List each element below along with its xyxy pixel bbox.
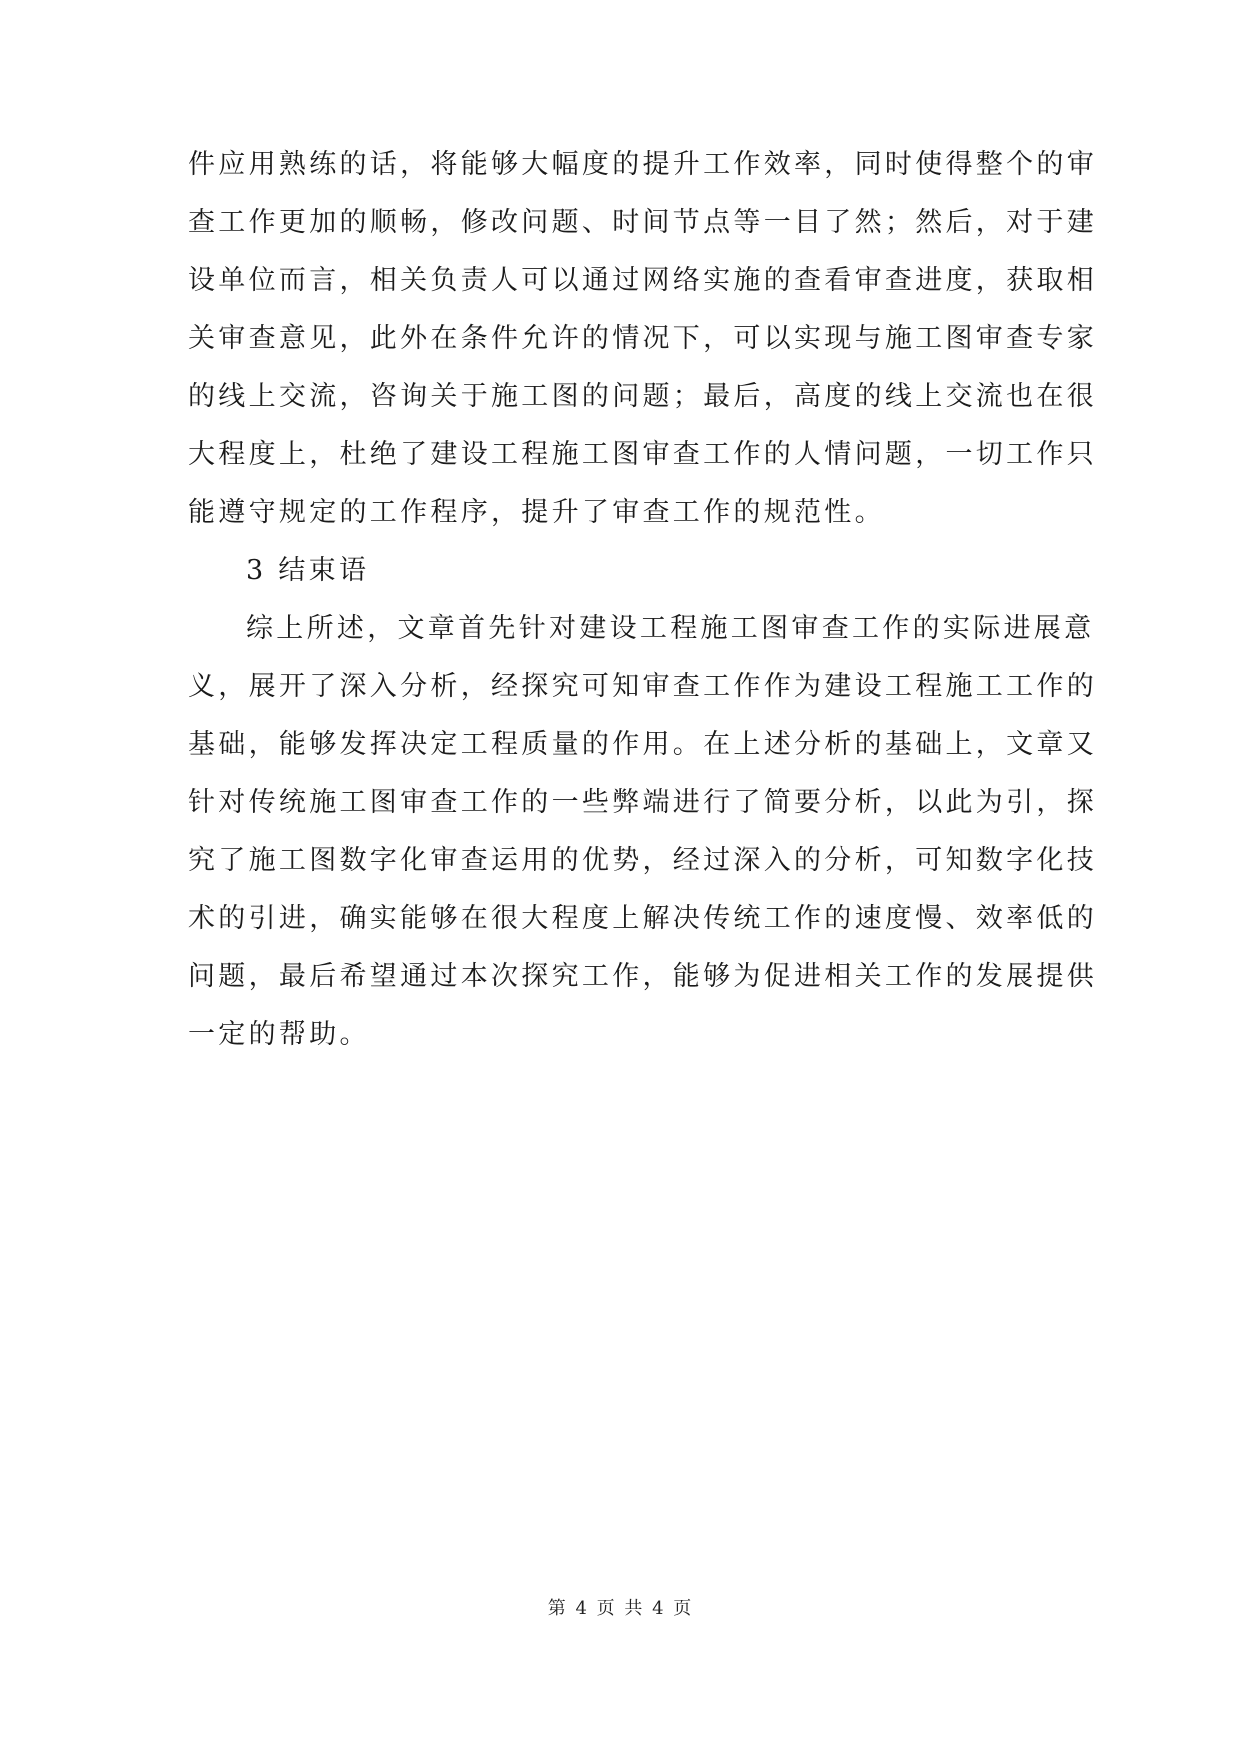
paragraph-line: 究了施工图数字化审查运用的优势，经过深入的分析，可知数字化技 <box>188 845 1097 876</box>
paragraph-line: 的线上交流，咨询关于施工图的问题；最后，高度的线上交流也在很 <box>188 381 1097 412</box>
paragraph-line: 综上所述，文章首先针对建设工程施工图审查工作的实际进展意 <box>246 613 1095 644</box>
paragraph-line: 一定的帮助。 <box>188 1019 370 1050</box>
section-heading: 3 结束语 <box>246 555 370 586</box>
paragraph-line: 关审查意见，此外在条件允许的情况下，可以实现与施工图审查专家 <box>188 323 1097 354</box>
paragraph-line: 大程度上，杜绝了建设工程施工图审查工作的人情问题，一切工作只 <box>188 439 1097 470</box>
paragraph-line: 义，展开了深入分析，经探究可知审查工作作为建设工程施工工作的 <box>188 671 1097 702</box>
paragraph-line: 针对传统施工图审查工作的一些弊端进行了简要分析，以此为引，探 <box>188 787 1097 818</box>
paragraph-line: 能遵守规定的工作程序，提升了审查工作的规范性。 <box>188 497 885 528</box>
paragraph-line: 查工作更加的顺畅，修改问题、时间节点等一目了然；然后，对于建 <box>188 207 1097 238</box>
page-footer: 第 4 页 共 4 页 <box>547 1598 694 1619</box>
paragraph-line: 基础，能够发挥决定工程质量的作用。在上述分析的基础上，文章又 <box>188 729 1097 760</box>
paragraph-line: 问题，最后希望通过本次探究工作，能够为促进相关工作的发展提供 <box>188 961 1097 992</box>
paragraph-line: 件应用熟练的话，将能够大幅度的提升工作效率，同时使得整个的审 <box>188 149 1097 180</box>
paragraph-line: 设单位而言，相关负责人可以通过网络实施的查看审查进度，获取相 <box>188 265 1097 296</box>
paragraph-line: 术的引进，确实能够在很大程度上解决传统工作的速度慢、效率低的 <box>188 903 1097 934</box>
